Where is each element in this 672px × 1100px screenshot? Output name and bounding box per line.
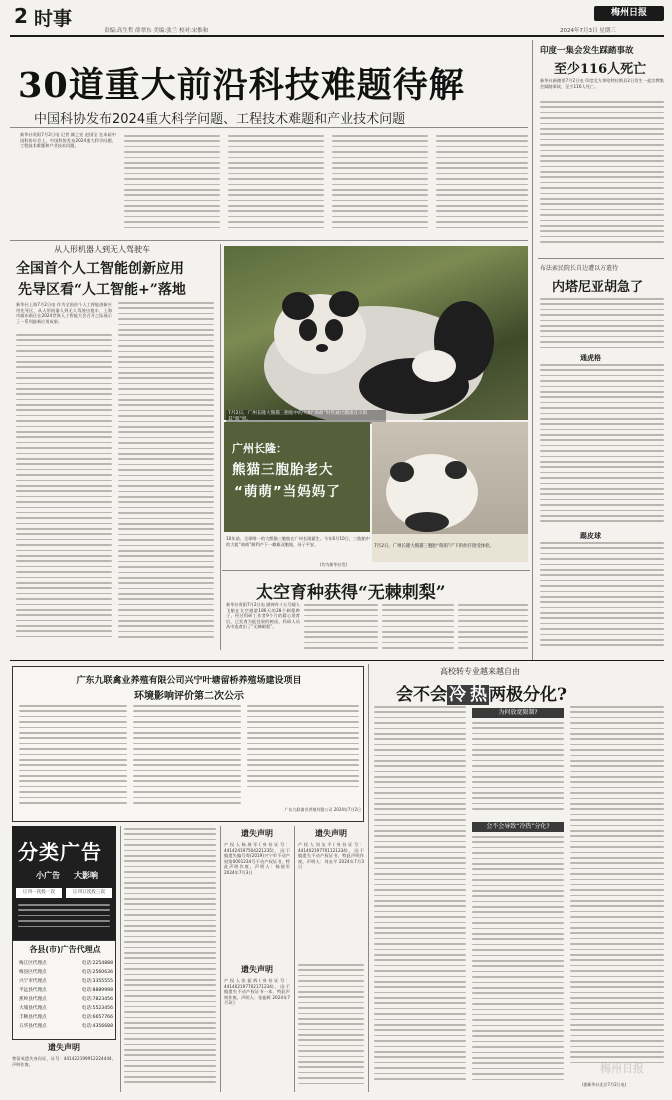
edu-headline xyxy=(396,680,664,705)
page-header xyxy=(0,0,672,36)
agency-name: 大埔县代理点 xyxy=(19,1006,47,1011)
agency-row xyxy=(19,1013,113,1022)
edu-body-col3 xyxy=(570,706,664,1078)
agency-name: 蕉岭县代理点 xyxy=(19,997,47,1002)
niger-kicker: 布法索民院长自边遭以方遣待 xyxy=(540,265,619,272)
classified-banner xyxy=(12,826,116,940)
edu-credit: (据新华社北京7月2日电) xyxy=(582,1082,627,1087)
ai-headline-1: 全国首个人工智能创新应用 xyxy=(16,261,184,277)
agency-name: 梅江区代理点 xyxy=(19,961,47,966)
classified-banner-contact xyxy=(18,904,110,934)
agency-name: 梅县区代理点 xyxy=(19,970,47,975)
lead-body-col4 xyxy=(332,135,428,235)
lead-body-col1 xyxy=(20,132,116,238)
ai-body-col2 xyxy=(118,302,214,646)
niger-section-title-1: 通虎格 xyxy=(580,354,601,362)
agency-row xyxy=(19,968,113,977)
lead-subhead: 中国科协发布2024重大科学问题、工程技术难题和产业技术问题 xyxy=(34,112,406,127)
agency-phone: 电话:8889998 xyxy=(81,988,113,993)
notice-1 xyxy=(224,828,290,956)
agency-phone: 电话:7823456 xyxy=(81,997,113,1002)
notice-3-title: 遗失声明 xyxy=(315,829,347,838)
agency-row xyxy=(19,995,113,1004)
agency-phone: 电话:5523456 xyxy=(81,1006,113,1011)
panda-overlay-place: 广州长隆： xyxy=(232,442,287,455)
agency-row xyxy=(19,986,113,995)
panda-overlay-block xyxy=(224,422,370,532)
niger-body-2 xyxy=(540,364,664,529)
india-body-text: 新华社新德里7月2日电 印度北方邦哈特拉斯县2日发生一起宗教集会踩踏事故，至少116人死亡。 xyxy=(540,78,664,89)
environmental-notice-col3 xyxy=(247,705,359,795)
agency-row xyxy=(19,1004,113,1013)
agencies-list xyxy=(19,959,113,1031)
space-headline: 太空育种获得“无棘刺梨” xyxy=(256,583,446,603)
notice-2-body: 产权人张振辉(身份证号：441402197702171234)，因不慎遗失不动产权证书一本，特此声明作废。声明人：张振辉 2024年7月3日 xyxy=(224,978,290,1006)
edu-headline-hot: 热 xyxy=(470,685,487,705)
agency-name: 兴宁市代理点 xyxy=(19,979,47,984)
logo-text: 梅州日报 xyxy=(610,8,647,18)
lost-notice xyxy=(12,1042,116,1092)
ai-body-col1-rest xyxy=(16,334,112,646)
panda-illustration xyxy=(224,246,528,420)
india-body xyxy=(540,78,664,100)
environmental-notice-footer: 广东九联禽业养殖有限公司 2024年7月2日 xyxy=(284,807,361,812)
notice-3 xyxy=(298,828,364,956)
classified-listings-col1 xyxy=(124,828,216,1090)
lead-body-text: 新华社贵阳7月2日电 记者 颜之宏 赵国宝 在本届中国科协年会上，中国科协发布2024重大科学问题、工程技术难题和产业技术问题。 xyxy=(20,132,116,149)
notice-2-title: 遗失声明 xyxy=(241,965,273,974)
ai-body-text: 新华社上海7月2日电 作为全国首个人工智能创新应用先导区，从人形机器人到无人驾驶出租车，上海市浦东新区在2024世界人工智能大会召开之际展示了一系列最新应用成果。 xyxy=(16,302,112,324)
classified-divider-2 xyxy=(220,826,221,1092)
edu-body-col2b xyxy=(472,836,564,1090)
classified-subtitle-2: 大影响 xyxy=(74,871,98,880)
edu-body-col1 xyxy=(374,706,466,1090)
notice-3-body: 产权人刘友平(身份证号：441402197701121234)，因不慎遗失不动产权证书，特此声明作废。声明人：刘友平 2024年7月3日 xyxy=(298,842,364,870)
edu-left-divider xyxy=(368,664,369,1092)
agency-row xyxy=(19,1022,113,1031)
lead-divider xyxy=(10,127,528,128)
edu-kicker: 高校转专业越来越自由 xyxy=(440,667,520,676)
space-body-col4 xyxy=(458,604,528,652)
lead-body-col3 xyxy=(228,135,324,235)
environmental-notice-col1 xyxy=(19,705,127,811)
environmental-notice-title-2: 环境影响评价第二次公示 xyxy=(134,691,244,702)
panda-cub-caption-text: 7月2日，广州长隆大熊猫三胞胎“萌萌”产下的幼仔接受体检。 xyxy=(374,544,494,549)
lead-headline: 30道重大前沿科技难题待解 xyxy=(18,65,465,106)
lead-body-col5 xyxy=(436,135,528,235)
niger-body-1 xyxy=(540,298,664,350)
panda-cub-illustration xyxy=(372,422,528,562)
lost-notice-body: 曾留英遗失身份证，证号：441422199912224444，声明作废。 xyxy=(12,1056,116,1067)
notice-3-rest xyxy=(298,964,364,1090)
page-number: 2 xyxy=(14,4,28,28)
agency-phone: 电话:6657766 xyxy=(81,1015,113,1020)
right-column-divider xyxy=(532,40,533,660)
section-title: 时事 xyxy=(34,8,73,30)
agency-name: 丰顺县代理点 xyxy=(19,1015,47,1020)
edu-headline-cold: 冷 xyxy=(449,685,466,705)
panda-photo-cub xyxy=(372,422,528,562)
notice-2 xyxy=(224,964,290,1092)
environmental-notice xyxy=(12,666,364,822)
classified-bar-2: 订刊订次投三次 xyxy=(66,888,112,898)
classified-bar-1: 订刊一次投一次 xyxy=(16,888,62,898)
classified-divider-1 xyxy=(120,826,121,1092)
edu-headline-post: 两极分化? xyxy=(489,685,567,705)
environmental-notice-title-1: 广东九联禽业养殖有限公司兴宁叶塘留桥养殖场建设项目 xyxy=(76,676,302,686)
space-body-col1 xyxy=(226,602,300,650)
edu-subhead-2: 会不会导致“冷热”分化? xyxy=(472,822,564,832)
agency-row xyxy=(19,959,113,968)
mid-page-rule xyxy=(10,660,664,661)
agency-row xyxy=(19,977,113,986)
niger-section-title-2: 踢皮球 xyxy=(580,532,601,540)
space-body-col3 xyxy=(382,604,454,652)
classified-banner-title: 分类广告 xyxy=(18,840,102,864)
panda-photo-main xyxy=(224,246,528,420)
agency-phone: 电话:2254888 xyxy=(81,961,113,966)
panda-photo-credit: (均为新华社发) xyxy=(320,562,348,567)
panda-cub-caption xyxy=(374,544,526,550)
ai-headline-2: 先导区看“人工智能+”落地 xyxy=(18,282,186,298)
india-headline-1: 印度一集会发生踩踏事故 xyxy=(540,46,634,56)
space-body-col2 xyxy=(304,604,378,652)
notice-1-title: 遗失声明 xyxy=(241,829,273,838)
niger-headline: 内塔尼亚胡急了 xyxy=(552,280,644,295)
header-rule xyxy=(10,35,664,37)
panda-bottom-rule xyxy=(222,570,530,571)
edu-headline-pre: 会不会 xyxy=(396,685,447,705)
india-bottom-rule xyxy=(538,258,664,259)
watermark-logo: 梅州日报 xyxy=(600,1062,644,1075)
editor-credits: 责编:高生哲 薛翠东 美编:张兰 校对:宋惟和 xyxy=(104,28,209,34)
lead-bottom-rule xyxy=(10,240,528,241)
panda-overlay-line1: 熊猫三胞胎老大 xyxy=(232,462,334,478)
issue-date: 2024年7月3日 星期三 xyxy=(560,28,616,34)
india-body-rest xyxy=(540,101,664,251)
agency-phone: 电话:2560636 xyxy=(81,970,113,975)
panda-story-body: 10年前，全球唯一的大熊猫三胞胎在广州长隆诞生。今年6月10日，三胞胎中的大姐“萌萌”顺利产下一雌雄双胞胎，母子平安。 xyxy=(226,536,370,547)
lost-notice-title: 遗失声明 xyxy=(48,1043,80,1052)
agency-phone: 电话:4356688 xyxy=(81,1024,113,1029)
notice-1-body: 产权人杨展军(身份证号：441424197504221235)，因不慎遗失编号粤(2019)兴宁市不动产权第0001234号不动产权证书，特此声明作废。声明人：杨展军 2024年7月3日 xyxy=(224,842,290,875)
edu-subhead-1: 为何放宽限制? xyxy=(472,708,564,718)
niger-body-3 xyxy=(540,542,664,654)
agencies-title: 各县(市)广告代理点 xyxy=(29,945,101,954)
newspaper-logo xyxy=(594,6,664,21)
agency-phone: 电话:3355555 xyxy=(81,979,113,984)
ai-panda-divider xyxy=(220,244,221,650)
agencies-box xyxy=(12,940,116,1040)
space-body-text: 新华社贵阳7月2日电 随神舟十五号载人飞船在太空遨游186天的28个刺梨种子，经过科研工作者9个月的精心培育后，已发育为能挂果的树苗，科研人员从中选育出了“无棘刺梨”。 xyxy=(226,602,300,630)
environmental-notice-col2 xyxy=(133,705,241,811)
classified-divider-3 xyxy=(294,826,295,1092)
panda-caption-text: 7月2日，广州长隆大熊猫三胞胎中的大姐“萌萌”时常通过翻滚宣示的其“萌”样。 xyxy=(228,411,368,422)
panda-story-text xyxy=(226,536,370,560)
classified-subtitle-1: 小广告 xyxy=(36,871,60,880)
india-headline-2: 至少116人死亡 xyxy=(554,62,647,77)
lead-body-col2 xyxy=(124,135,220,235)
agency-name: 五华县代理点 xyxy=(19,1024,47,1029)
panda-overlay-line2: “萌萌”当妈妈了 xyxy=(234,484,341,500)
agency-name: 平远县代理点 xyxy=(19,988,47,993)
ai-body-col1 xyxy=(16,302,112,332)
edu-body-col2a xyxy=(472,722,564,818)
ai-kicker: 从人形机器人到无人驾驶车 xyxy=(54,245,150,254)
